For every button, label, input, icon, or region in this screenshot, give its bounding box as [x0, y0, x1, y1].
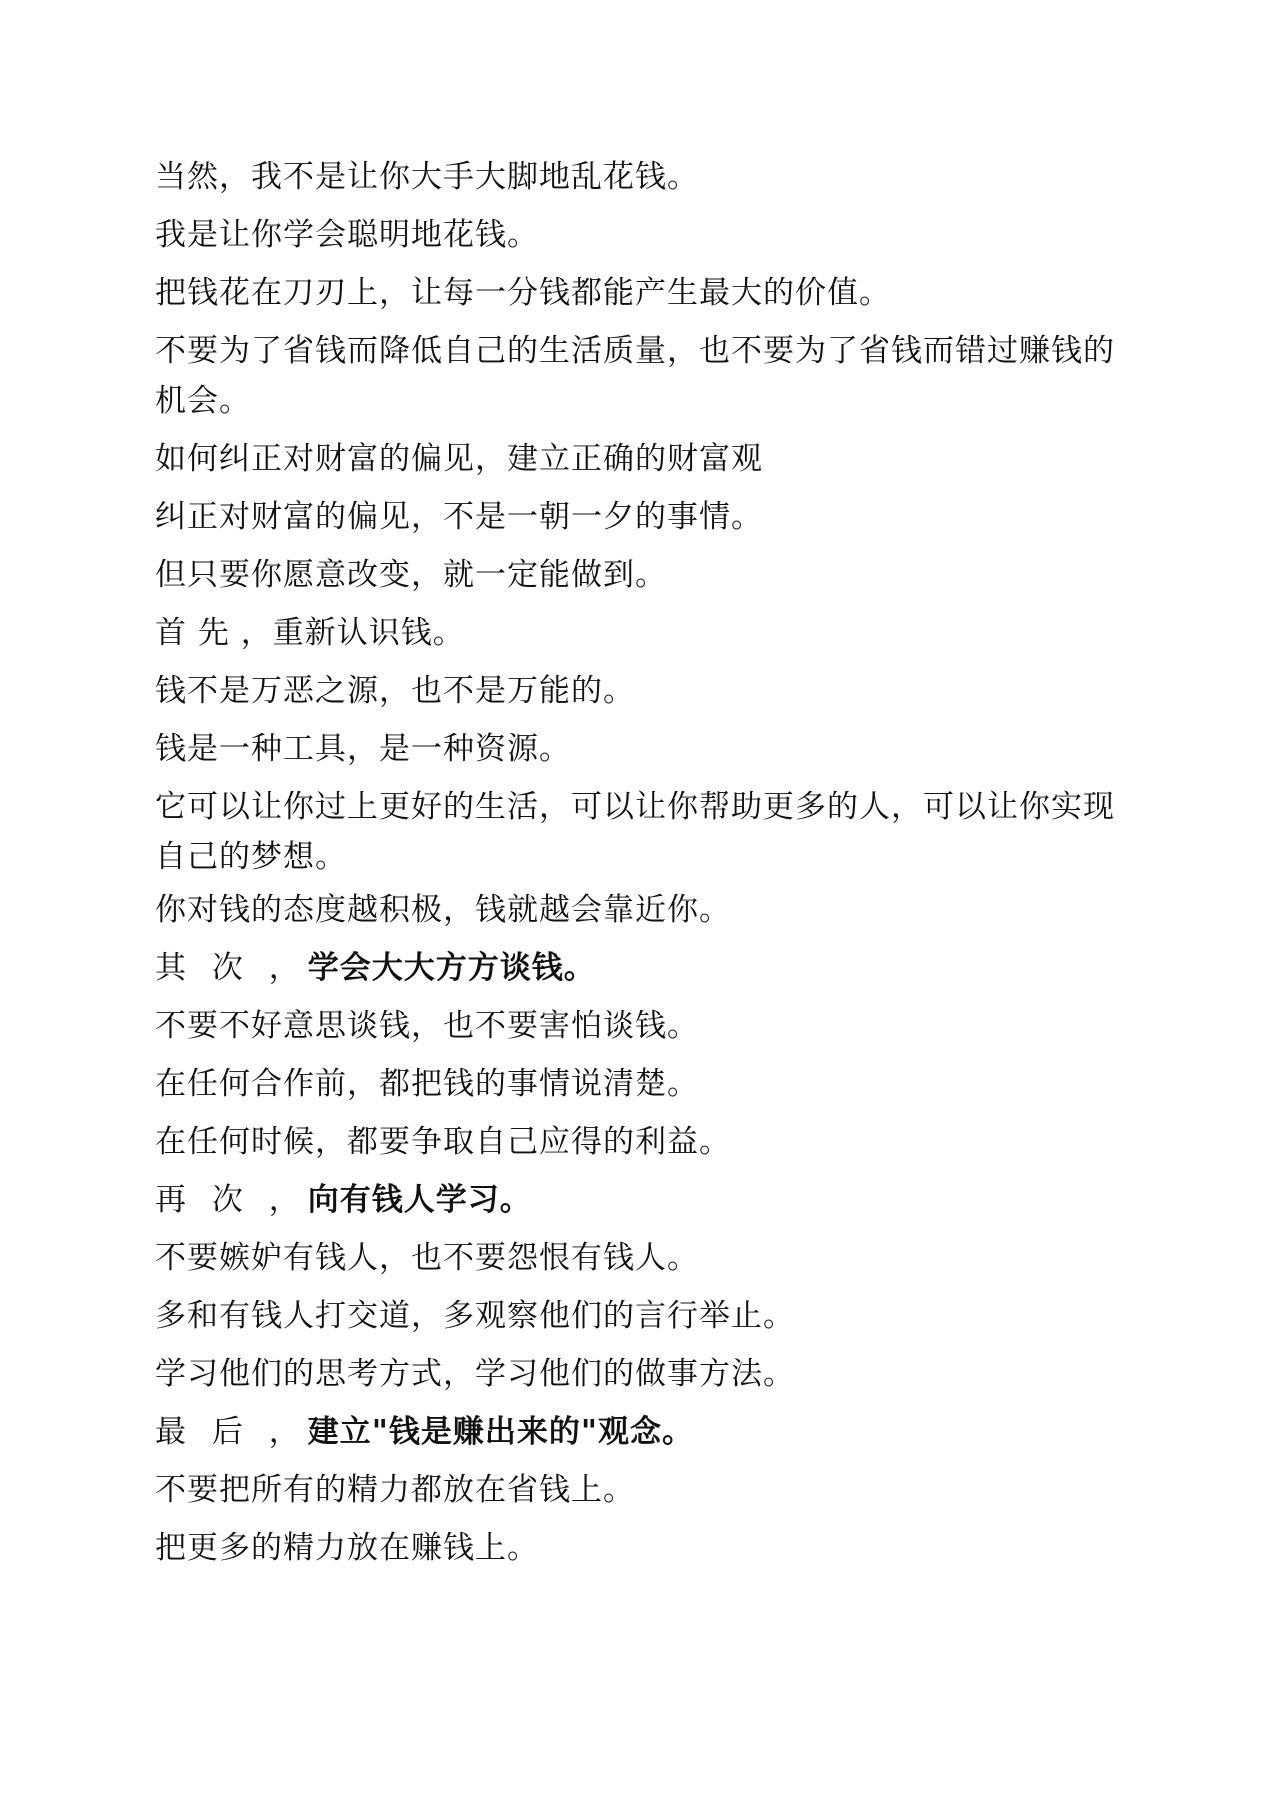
paragraph-line: 不要不好意思谈钱，也不要害怕谈钱。	[155, 1008, 699, 1044]
paragraph-line: 当然，我不是让你大手大脚地乱花钱。	[155, 159, 699, 195]
point-title: 学会大大方方谈钱。	[307, 950, 596, 986]
paragraph-line: 首 先 ，重新认识钱。	[155, 615, 465, 651]
point-lead: 再 次 ，	[155, 1182, 308, 1218]
paragraph-line: 学习他们的思考方式，学习他们的做事方法。	[155, 1356, 795, 1392]
paragraph-line: 纠正对财富的偏见，不是一朝一夕的事情。	[155, 499, 763, 535]
point-heading	[155, 943, 1135, 993]
paragraph-line: 多和有钱人打交道，多观察他们的言行举止。	[155, 1298, 795, 1334]
paragraph-line: 把钱花在刀刃上，让每一分钱都能产生最大的价值。	[155, 275, 891, 311]
paragraph-line: 把更多的精力放在赚钱上。	[155, 1530, 539, 1566]
paragraph-line: 你对钱的态度越积极，钱就越会靠近你。	[155, 892, 731, 928]
paragraph-line: 我是让你学会聪明地花钱。	[155, 217, 539, 253]
paragraph-line: 不要把所有的精力都放在省钱上。	[155, 1472, 635, 1508]
paragraph-line: 但只要你愿意改变，就一定能做到。	[155, 557, 667, 593]
paragraph-line: 不要嫉妒有钱人，也不要怨恨有钱人。	[155, 1240, 699, 1276]
paragraph-line: 钱是一种工具，是一种资源。	[155, 731, 571, 767]
paragraph-line: 不要为了省钱而降低自己的生活质量，也不要为了省钱而错过赚钱的机会。	[155, 333, 1115, 419]
paragraph-line: 在任何时候，都要争取自己应得的利益。	[155, 1124, 731, 1160]
paragraph-line: 钱不是万恶之源，也不是万能的。	[155, 673, 635, 709]
point-lead: 最 后 ，	[155, 1414, 308, 1450]
paragraph-line: 它可以让你过上更好的生活，可以让你帮助更多的人，可以让你实现自己的梦想。	[155, 789, 1115, 875]
section-heading: 如何纠正对财富的偏见，建立正确的财富观	[155, 441, 763, 477]
paragraph-line: 在任何合作前，都把钱的事情说清楚。	[155, 1066, 699, 1102]
point-title: 向有钱人学习。	[307, 1182, 532, 1218]
point-heading	[155, 1407, 1135, 1457]
point-lead: 其 次 ，	[155, 950, 308, 986]
point-title: 建立"钱是赚出来的"观念。	[307, 1414, 695, 1450]
point-heading	[155, 1175, 1135, 1225]
